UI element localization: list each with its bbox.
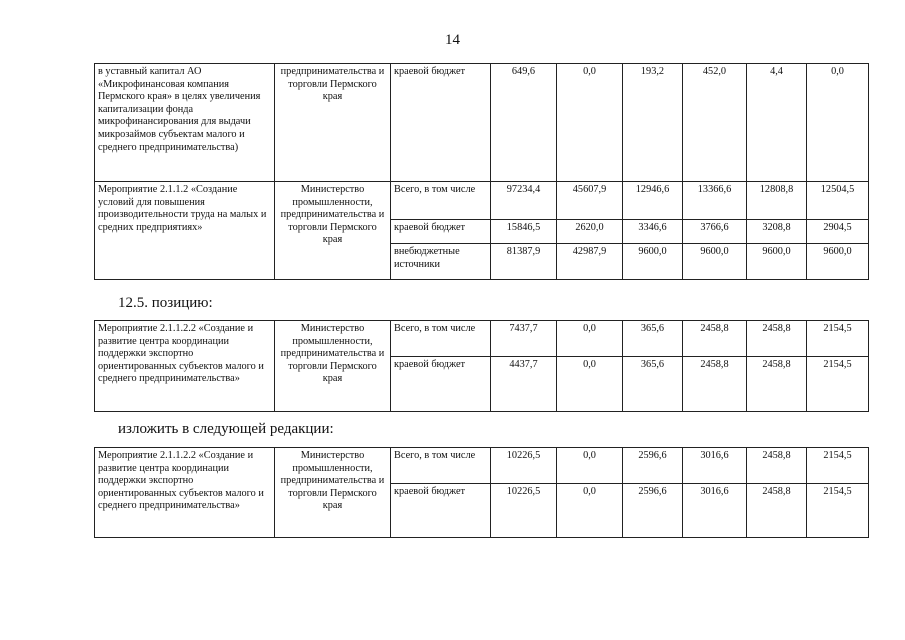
value-cell: 97234,4	[491, 182, 557, 220]
value-cell: 193,2	[623, 64, 683, 182]
value-cell: 10226,5	[491, 448, 557, 484]
funding-source-cell: Всего, в том числе	[391, 321, 491, 357]
budget-table-new	[94, 447, 869, 538]
value-cell: 2154,5	[807, 321, 869, 357]
table-row	[95, 182, 869, 220]
value-cell: 0,0	[557, 357, 623, 412]
value-cell: 2458,8	[747, 357, 807, 412]
value-cell: 10226,5	[491, 484, 557, 538]
activity-description: в уставный капитал АО «Микрофинансовая компания Пермского края» в целях увеличения капитализации фонда микрофинансирования для выдачи микрозаймов субъектам малого и среднего предпринимательства)	[95, 64, 275, 182]
value-cell: 2458,8	[747, 321, 807, 357]
value-cell: 81387,9	[491, 244, 557, 280]
budget-table-continued	[94, 63, 869, 280]
table-row	[95, 448, 869, 484]
value-cell: 2458,8	[747, 484, 807, 538]
value-cell: 2596,6	[623, 448, 683, 484]
executor-cell: Министерство промышленности, предпринимательства и торговли Пермского края	[275, 182, 391, 280]
value-cell: 9600,0	[623, 244, 683, 280]
value-cell: 45607,9	[557, 182, 623, 220]
value-cell: 3208,8	[747, 220, 807, 244]
executor-cell: Министерство промышленности, предпринимательства и торговли Пермского края	[275, 448, 391, 538]
activity-description: Мероприятие 2.1.1.2.2 «Создание и развитие центра координации поддержки экспортно ориентированных субъектов малого и среднего предпринимательства»	[95, 448, 275, 538]
value-cell: 12504,5	[807, 182, 869, 220]
value-cell: 4,4	[747, 64, 807, 182]
caption-new-edition: изложить в следующей редакции:	[118, 421, 334, 437]
value-cell: 365,6	[623, 357, 683, 412]
value-cell: 0,0	[807, 64, 869, 182]
funding-source-cell: краевой бюджет	[391, 64, 491, 182]
value-cell: 2458,8	[747, 448, 807, 484]
value-cell: 2620,0	[557, 220, 623, 244]
value-cell: 2596,6	[623, 484, 683, 538]
value-cell: 13366,6	[683, 182, 747, 220]
value-cell: 649,6	[491, 64, 557, 182]
executor-cell: предпринимательства и торговли Пермского края	[275, 64, 391, 182]
budget-table-current	[94, 320, 869, 412]
funding-source-cell: краевой бюджет	[391, 357, 491, 412]
table-row	[95, 321, 869, 357]
value-cell: 3346,6	[623, 220, 683, 244]
value-cell: 2154,5	[807, 357, 869, 412]
value-cell: 4437,7	[491, 357, 557, 412]
activity-description: Мероприятие 2.1.1.2.2 «Создание и развитие центра координации поддержки экспортно ориентированных субъектов малого и среднего предпринимательства»	[95, 321, 275, 412]
value-cell: 9600,0	[747, 244, 807, 280]
value-cell: 3016,6	[683, 448, 747, 484]
table-row	[95, 64, 869, 182]
value-cell: 0,0	[557, 64, 623, 182]
value-cell: 2154,5	[807, 484, 869, 538]
value-cell: 365,6	[623, 321, 683, 357]
executor-cell: Министерство промышленности, предпринимательства и торговли Пермского края	[275, 321, 391, 412]
value-cell: 7437,7	[491, 321, 557, 357]
funding-source-cell: краевой бюджет	[391, 220, 491, 244]
page-number: 14	[445, 32, 460, 48]
value-cell: 2458,8	[683, 357, 747, 412]
value-cell: 2904,5	[807, 220, 869, 244]
value-cell: 0,0	[557, 484, 623, 538]
funding-source-cell: внебюджетные источники	[391, 244, 491, 280]
value-cell: 0,0	[557, 448, 623, 484]
value-cell: 15846,5	[491, 220, 557, 244]
value-cell: 0,0	[557, 321, 623, 357]
value-cell: 3766,6	[683, 220, 747, 244]
funding-source-cell: Всего, в том числе	[391, 448, 491, 484]
funding-source-cell: Всего, в том числе	[391, 182, 491, 220]
value-cell: 12808,8	[747, 182, 807, 220]
value-cell: 2458,8	[683, 321, 747, 357]
activity-description: Мероприятие 2.1.1.2 «Создание условий для повышения производительности труда на малых и средних предприятиях»	[95, 182, 275, 280]
funding-source-cell: краевой бюджет	[391, 484, 491, 538]
value-cell: 42987,9	[557, 244, 623, 280]
value-cell: 9600,0	[683, 244, 747, 280]
value-cell: 2154,5	[807, 448, 869, 484]
value-cell: 9600,0	[807, 244, 869, 280]
caption-position: 12.5. позицию:	[118, 295, 213, 311]
value-cell: 452,0	[683, 64, 747, 182]
value-cell: 3016,6	[683, 484, 747, 538]
value-cell: 12946,6	[623, 182, 683, 220]
